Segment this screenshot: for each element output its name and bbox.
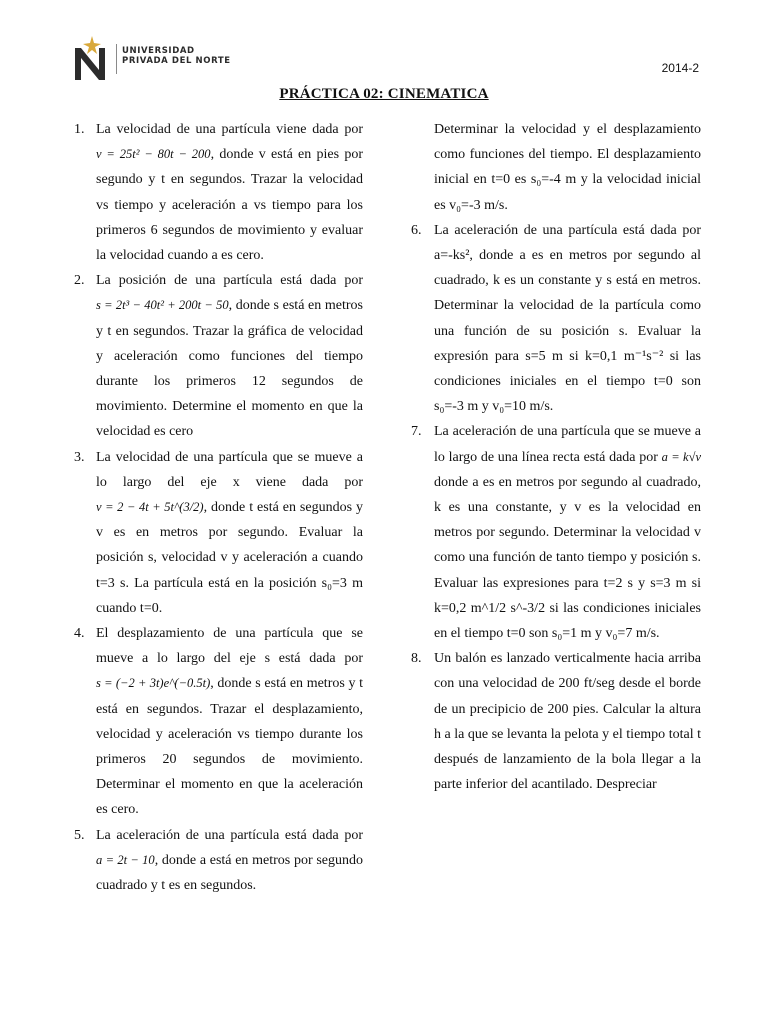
problem-number: 1. (74, 122, 85, 137)
problem-number: 3. (74, 449, 85, 465)
equation: a = 2t − 10 (96, 852, 155, 867)
problem-4 (74, 621, 363, 823)
problem-5 (74, 823, 363, 899)
problem-text-before: La posición de una partícula está dada por (96, 273, 363, 289)
problem-text-before: La aceleración de una partícula que se mueve a lo largo de una línea recta está dada por (434, 424, 701, 465)
problem-number: 8. (411, 651, 422, 667)
logo-divider (116, 44, 117, 74)
problem-text-before: La aceleración de una partícula está dada por (96, 827, 363, 843)
upn-logo-icon (72, 34, 112, 82)
logo-line-1: UNIVERSIDAD (122, 46, 195, 56)
problem-3 (74, 445, 363, 621)
problem-1 (74, 117, 363, 268)
problem-8 (411, 646, 701, 797)
right-column (411, 117, 701, 797)
logo-text (122, 46, 231, 66)
problem-text-after: , donde s está en metros y t está en segundos. Trazar el desplazamiento, velocidad y aceleración vs tiempo durante los primeros 20 segundos de movimiento. Determinar el momento en que la aceleración es cero. (96, 676, 363, 818)
university-logo (72, 32, 232, 84)
problem-text-after: donde a es en metros por segundo al cuadrado, k es una constante, y v es la velocidad en metros por segundo. Determinar la velocidad v como una función de tanto tiempo y posición s. Evaluar las expresiones para t=2 s y s=3 m si k=0,2 m^1/2 s^-3/2 si las condiciones iniciales en el tiempo t=0 son s₀=1 m y v₀=7 m/s. (434, 474, 701, 642)
problem-number: 2. (74, 273, 85, 289)
problem-text-after: , donde t está en segundos y v es en metros por segundo. Evaluar la posición s, velocidad v y aceleración a cuando t=3 s. La partícula está en la posición s₀=3 m cuando t=0. (96, 500, 363, 616)
problem-number: 7. (411, 424, 422, 440)
problem-text-continued: Determinar la velocidad y el desplazamiento como funciones del tiempo. El desplazamiento inicial en t=0 es s₀=-4 m y la velocidad inicial es v₀=-3 m/s. (434, 122, 701, 213)
semester-label: 2014-2 (661, 61, 699, 75)
problem-number: 5. (74, 827, 85, 843)
problem-text: Un balón es lanzado verticalmente hacia arriba con una velocidad de 200 ft/seg desde el borde de un precipicio de 200 pies. Calcular la altura h a la que se levanta la pelota y el tiempo total t después de lanzamiento de la bola llegar a la parte inferior del acantilado. Despreciar (434, 651, 701, 793)
problem-5-continued (434, 117, 701, 218)
problem-number: 4. (74, 626, 85, 642)
problem-number: 6. (411, 222, 422, 238)
equation: s = 2t³ − 40t² + 200t − 50 (96, 298, 229, 313)
problem-text-before: El desplazamiento de una partícula que se mueve a lo largo del eje s está dada por (96, 626, 363, 667)
problem-text: La aceleración de una partícula está dada por a=-ks², donde a es en metros por segundo al cuadrado, k es un constante y s está en metros. Determinar la velocidad de la partícula como una función de su posición s. Evaluar la expresión para s=5 m si k=0,1 m⁻¹s⁻² si las condiciones iniciales en el tiempo t=0 son s₀=-3 m y v₀=10 m/s. (434, 222, 701, 415)
equation: s = (−2 + 3t)e^(−0.5t) (96, 676, 211, 691)
problem-text-after: , donde s está en metros y t en segundos. Trazar la gráfica de velocidad y aceleración como funciones del tiempo durante los primeros 12 segundos de movimiento. Determine el momento en que la velocidad es cero (96, 298, 363, 440)
problem-7 (411, 419, 701, 646)
problem-text-after-start: , donde a está en metros por segundo cuadrado y t es en segundos. (96, 852, 363, 894)
problem-6 (411, 218, 701, 420)
problem-text-before: La velocidad de una partícula que se mueve a lo largo del eje x viene dada por (96, 449, 363, 490)
problem-2 (74, 268, 363, 444)
equation: a = k√v (661, 449, 701, 464)
logo-line-2: PRIVADA DEL NORTE (122, 56, 231, 66)
problem-text-after: , donde v está en pies por segundo y t en segundos. Trazar la velocidad vs tiempo y aceleración a vs tiempo para los primeros 6 segundos de movimiento y evaluar la velocidad cuando a es cero. (96, 147, 363, 264)
problem-text-before: La velocidad de una partícula viene dada por (96, 122, 363, 137)
equation: v = 25t² − 80t − 200 (96, 147, 211, 162)
equation: v = 2 − 4t + 5t^(3/2) (96, 500, 204, 515)
left-column (74, 117, 363, 898)
page-title: PRÁCTICA 02: CINEMATICA (279, 86, 489, 102)
